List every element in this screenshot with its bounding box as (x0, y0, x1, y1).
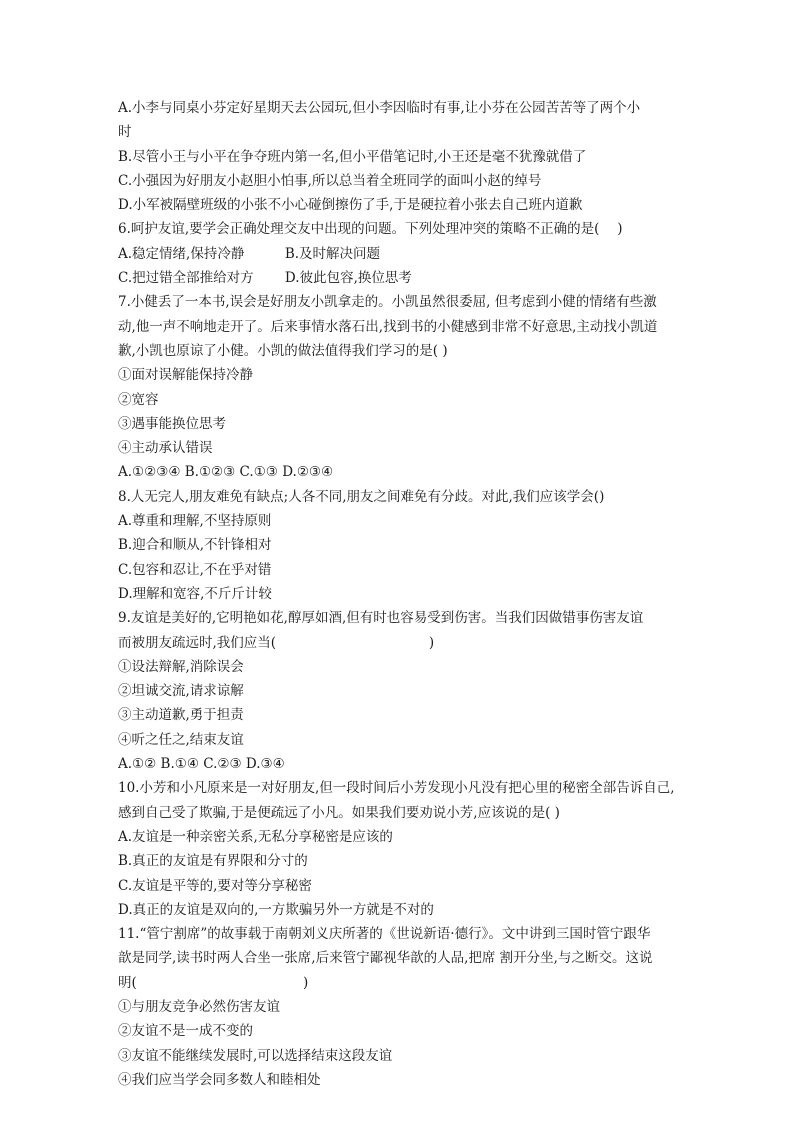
question-11-item-2: ②友谊不是一成不变的 (118, 1023, 253, 1040)
question-10-option-b: B.真正的友谊是有界限和分寸的 (118, 853, 308, 870)
option-a-line-2: 时 (118, 124, 132, 141)
question-10-stem-line-1: 10.小芳和小凡原来是一对好朋友,但一段时间后小芳发现小凡没有把心里的秘密全部告诉自己, (118, 780, 675, 797)
question-11-stem-line-2: 歆是同学,读书时两人合坐一张席,后来管宁鄙视华歆的人品,把席 割开分坐,与之断交。这说 (118, 950, 653, 967)
option-d: D.小军被隔壁班级的小张不小心碰倒擦伤了手,于是硬拉着小张去自己班内道歉 (118, 197, 583, 214)
question-7-item-1: ①面对误解能保持冷静 (118, 367, 253, 384)
question-8-option-b: B.迎合和顺从,不针锋相对 (118, 537, 272, 554)
question-8-option-a: A.尊重和理解,不坚持原则 (118, 513, 272, 530)
question-7-options: A.①②③④ B.①②③ C.①③ D.②③④ (118, 464, 334, 481)
option-b: B.尽管小王与小平在争夺班内第一名,但小平借笔记时,小王还是毫不犹豫就借了 (118, 148, 587, 165)
question-11-stem-line-3: 明( ) (118, 974, 309, 991)
question-9-item-3: ③主动道歉,勇于担责 (118, 707, 244, 724)
question-8-option-c: C.包容和忍让,不在乎对错 (118, 561, 272, 578)
question-11-item-3: ③友谊不能继续发展时,可以选择结束这段友谊 (118, 1047, 393, 1064)
question-11-item-4: ④我们应当学会同多数人和睦相处 (118, 1071, 321, 1088)
question-6-options-ab: A.稳定情绪,保持冷静 B.及时解决问题 (118, 245, 381, 262)
question-7-item-2: ②宽容 (118, 391, 159, 408)
question-9-item-2: ②坦诚交流,请求谅解 (118, 683, 244, 700)
question-7-stem-line-1: 7.小健丢了一本书,误会是好朋友小凯拿走的。小凯虽然很委屈, 但考虑到小健的情绪有些激 (118, 294, 657, 311)
question-10-option-d: D.真正的友谊是双向的,一方欺骗另外一方就是不对的 (118, 901, 434, 918)
question-9-stem-line-1: 9.友谊是美好的,它明艳如花,醇厚如酒,但有时也容易受到伤害。当我们因做错事伤害友谊 (118, 610, 644, 627)
question-6-options-cd: C.把过错全部推给对方 D.彼此包容,换位思考 (118, 270, 412, 287)
question-9-item-4: ④听之任之,结束友谊 (118, 731, 244, 748)
question-7-item-3: ③遇事能换位思考 (118, 415, 226, 432)
question-8-option-d: D.理解和宽容,不斤斤计较 (118, 585, 272, 602)
question-8-stem: 8.人无完人,朋友难免有缺点;人各不同,朋友之间难免有分歧。对此,我们应该学会() (118, 488, 605, 505)
option-c: C.小强因为好朋友小赵胆小怕事,所以总当着全班同学的面叫小赵的绰号 (118, 172, 542, 189)
question-7-stem-line-2: 动,他一声不响地走开了。后来事情水落石出,找到书的小健感到非常不好意思,主动找小凯道 (118, 318, 658, 335)
question-11-item-1: ①与朋友竞争必然伤害友谊 (118, 998, 280, 1015)
question-10-stem-line-2: 感到自己受了欺骗,于是便疏远了小凡。如果我们要劝说小芳,应该说的是( ) (118, 804, 560, 821)
question-10-option-a: A.友谊是一种亲密关系,无私分享秘密是应该的 (118, 828, 393, 845)
question-10-option-c: C.友谊是平等的,要对等分享秘密 (118, 877, 312, 894)
question-11-stem-line-1: 11.“管宁割席”的故事载于南朝刘义庆所著的《世说新语·德行》。文中讲到三国时管宁跟华 (118, 926, 651, 943)
question-9-item-1: ①设法辩解,消除误会 (118, 658, 244, 675)
question-9-options: A.①② B.①④ C.②③ D.③④ (118, 756, 285, 773)
question-6-stem: 6.呵护友谊,要学会正确处理交友中出现的问题。下列处理冲突的策略不正确的是( ) (118, 221, 623, 238)
question-text (118, 96, 688, 1092)
question-9-stem-line-2: 而被朋友疏远时,我们应当( ) (118, 634, 435, 651)
question-7-item-4: ④主动承认错误 (118, 440, 213, 457)
option-a-line-1: A.小李与同桌小芬定好星期天去公园玩,但小李因临时有事,让小芬在公园苦苦等了两个小 (118, 100, 641, 116)
question-7-stem-line-3: 歉,小凯也原谅了小健。小凯的做法值得我们学习的是( ) (118, 342, 448, 359)
